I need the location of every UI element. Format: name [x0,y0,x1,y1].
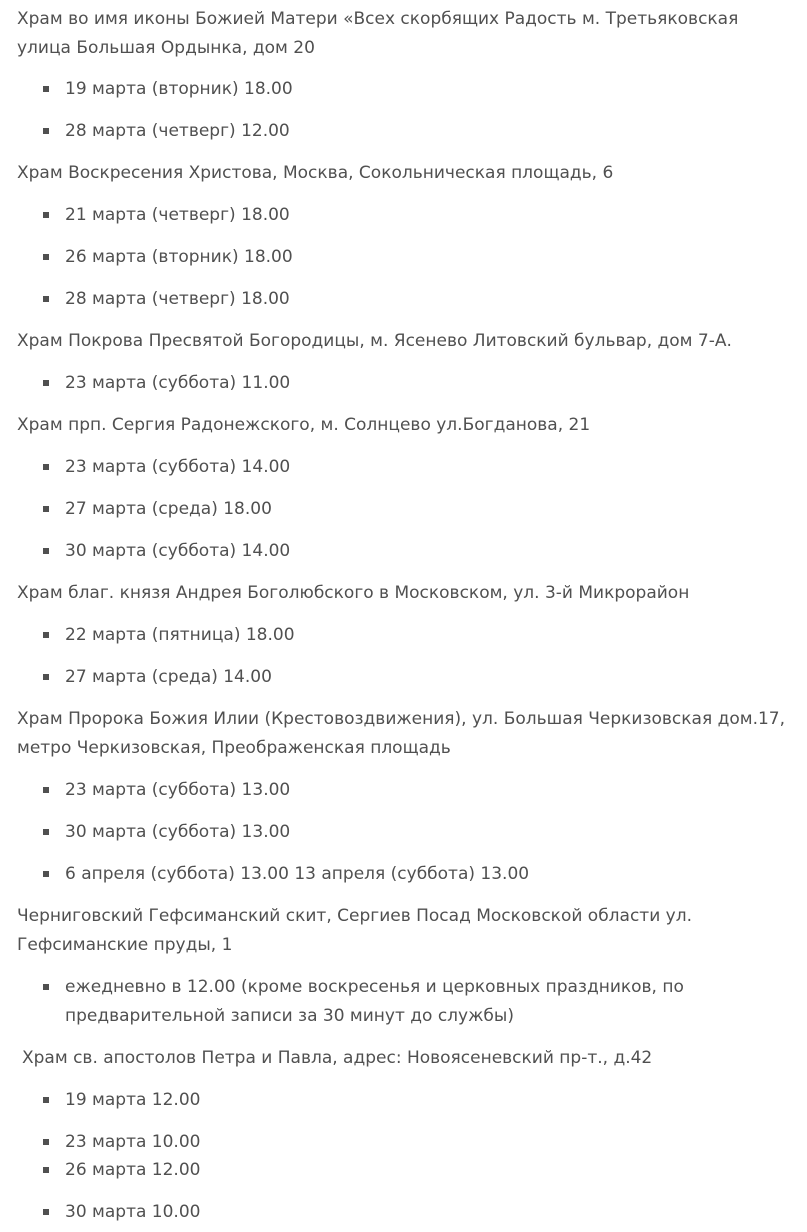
schedule-item-text: 23 марта (суббота) 14.00 [65,457,291,477]
bullet-icon [43,787,49,793]
schedule-item-text: 23 марта (суббота) 13.00 [65,780,291,800]
church-title: Храм во имя иконы Божией Матери «Всех скорбящих Радость м. Третьяковская улица Большая Ордынка, дом 20 [17,9,739,58]
bullet-icon [43,464,49,470]
bullet-icon [43,296,49,302]
church-title: Храм благ. князя Андрея Боголюбского в Московском, ул. 3-й Микрорайон [17,583,690,603]
bullet-icon [43,1209,49,1215]
bullet-icon [43,871,49,877]
schedule-item-text: 30 марта (суббота) 13.00 [65,822,291,842]
bullet-icon [43,829,49,835]
bullet-icon [43,1139,49,1145]
bullet-icon [43,128,49,134]
bullet-icon [43,548,49,554]
bullet-icon [43,1167,49,1173]
bullet-icon [43,506,49,512]
church-title: Храм Воскресения Христова, Москва, Сокольническая площадь, 6 [17,163,614,183]
church-title: Храм св. апостолов Петра и Павла, адрес: Новоясеневский пр-т., д.42 [22,1048,653,1068]
schedule-item-text: 30 марта (суббота) 14.00 [65,541,291,561]
church-title: Храм Пророка Божия Илии (Крестовоздвижения), ул. Большая Черкизовская дом.17, метро Черкизовская, Преображенская площадь [17,709,786,758]
bullet-icon [43,380,49,386]
church-title: Храм прп. Сергия Радонежского, м. Солнцево ул.Богданова, 21 [17,415,591,435]
schedule-item-text: 6 апреля (суббота) 13.00 13 апреля (суббота) 13.00 [65,864,530,884]
schedule-item-text: ежедневно в 12.00 (кроме воскресенья и церковных праздников, по предварительной записи за 30 минут до службы) [65,977,684,1026]
schedule-item-text: 26 марта 12.00 [65,1160,201,1180]
schedule-item-text: 21 марта (четверг) 18.00 [65,205,290,225]
schedule-item-text: 19 марта 12.00 [65,1090,201,1110]
bullet-icon [43,632,49,638]
bullet-icon [43,984,49,990]
bullet-icon [43,254,49,260]
church-title: Храм Покрова Пресвятой Богородицы, м. Ясенево Литовский бульвар, дом 7-А. [17,331,732,351]
schedule-item-text: 27 марта (среда) 18.00 [65,499,272,519]
church-title: Черниговский Гефсиманский скит, Сергиев Посад Московской области ул. Гефсиманские пруды, 1 [17,906,692,955]
schedule-item-text: 22 марта (пятница) 18.00 [65,625,295,645]
schedule-item-text: 28 марта (четверг) 18.00 [65,289,290,309]
schedule-item-text: 23 марта 10.00 [65,1132,201,1152]
bullet-icon [43,86,49,92]
schedule-item-text: 30 марта 10.00 [65,1202,201,1222]
schedule-item-text: 27 марта (среда) 14.00 [65,667,272,687]
schedule-item-text: 26 марта (вторник) 18.00 [65,247,293,267]
bullet-icon [43,674,49,680]
bullet-icon [43,1097,49,1103]
schedule-item-text: 28 марта (четверг) 12.00 [65,121,290,141]
schedule-item-text: 19 марта (вторник) 18.00 [65,79,293,99]
schedule-item-text: 23 марта (суббота) 11.00 [65,373,291,393]
bullet-icon [43,212,49,218]
